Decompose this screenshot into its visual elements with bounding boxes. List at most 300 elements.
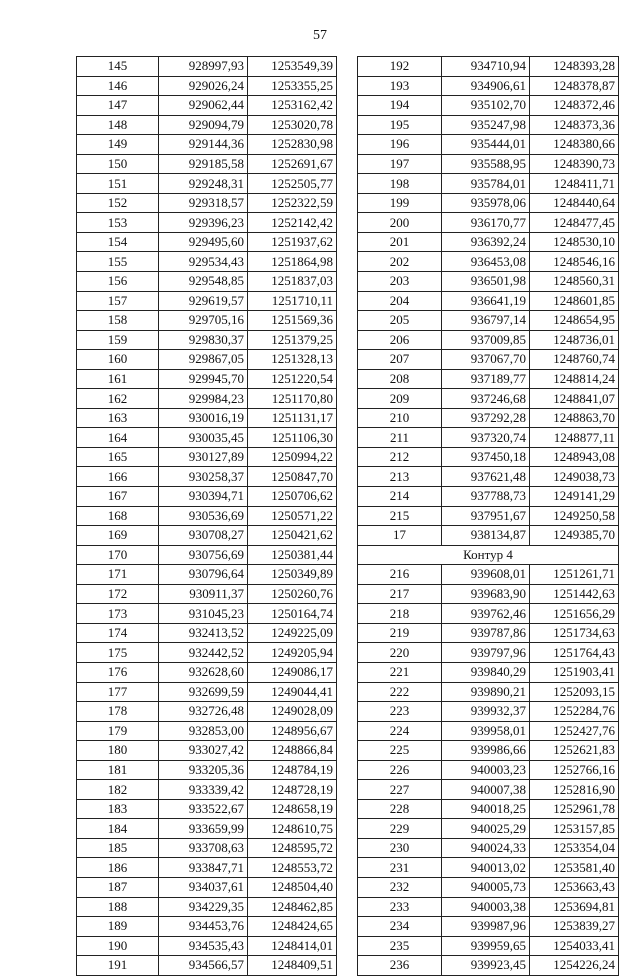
y-coordinate-cell: 1248601,85	[530, 291, 619, 311]
x-coordinate-cell: 935588,95	[442, 154, 530, 174]
x-coordinate-cell: 932628,60	[159, 662, 248, 682]
table-row	[358, 506, 619, 526]
x-coordinate-cell: 934710,94	[442, 57, 530, 77]
point-number-cell: 154	[77, 232, 159, 252]
table-row	[77, 96, 337, 116]
table-row	[77, 604, 337, 624]
x-coordinate-cell: 929495,60	[159, 232, 248, 252]
point-number-cell: 217	[358, 584, 442, 604]
table-row	[77, 369, 337, 389]
table-row	[77, 838, 337, 858]
coordinates-table-left-body	[77, 57, 337, 976]
point-number-cell: 181	[77, 760, 159, 780]
point-number-cell: 171	[77, 565, 159, 585]
x-coordinate-cell: 930796,64	[159, 565, 248, 585]
table-row	[77, 428, 337, 448]
y-coordinate-cell: 1250164,74	[248, 604, 337, 624]
table-row	[77, 272, 337, 292]
point-number-cell: 164	[77, 428, 159, 448]
table-row	[358, 858, 619, 878]
table-row	[77, 819, 337, 839]
table-row	[358, 447, 619, 467]
y-coordinate-cell: 1253694,81	[530, 897, 619, 917]
x-coordinate-cell: 934037,61	[159, 877, 248, 897]
x-coordinate-cell: 929619,57	[159, 291, 248, 311]
contour-label: Контур 4	[358, 545, 619, 565]
table-row	[358, 760, 619, 780]
y-coordinate-cell: 1252322,59	[248, 193, 337, 213]
table-row	[77, 232, 337, 252]
y-coordinate-cell: 1251710,11	[248, 291, 337, 311]
y-coordinate-cell: 1249205,94	[248, 643, 337, 663]
y-coordinate-cell: 1251170,80	[248, 389, 337, 409]
y-coordinate-cell: 1249028,09	[248, 702, 337, 722]
point-number-cell: 155	[77, 252, 159, 272]
point-number-cell: 148	[77, 115, 159, 135]
table-row	[77, 193, 337, 213]
x-coordinate-cell: 936453,08	[442, 252, 530, 272]
point-number-cell: 226	[358, 760, 442, 780]
x-coordinate-cell: 934453,76	[159, 917, 248, 937]
y-coordinate-cell: 1248390,73	[530, 154, 619, 174]
table-row	[358, 662, 619, 682]
x-coordinate-cell: 930016,19	[159, 408, 248, 428]
point-number-cell: 188	[77, 897, 159, 917]
point-number-cell: 168	[77, 506, 159, 526]
y-coordinate-cell: 1250994,22	[248, 447, 337, 467]
y-coordinate-cell: 1248866,84	[248, 741, 337, 761]
y-coordinate-cell: 1248943,08	[530, 447, 619, 467]
table-row	[77, 545, 337, 565]
y-coordinate-cell: 1251903,41	[530, 662, 619, 682]
y-coordinate-cell: 1248956,67	[248, 721, 337, 741]
table-row	[358, 350, 619, 370]
y-coordinate-cell: 1252142,42	[248, 213, 337, 233]
point-number-cell: 161	[77, 369, 159, 389]
y-coordinate-cell: 1254033,41	[530, 936, 619, 956]
table-row	[77, 447, 337, 467]
point-number-cell: 189	[77, 917, 159, 937]
table-row	[77, 877, 337, 897]
y-coordinate-cell: 1253839,27	[530, 917, 619, 937]
table-row	[358, 154, 619, 174]
table-row	[358, 623, 619, 643]
point-number-cell: 233	[358, 897, 442, 917]
point-number-cell: 204	[358, 291, 442, 311]
y-coordinate-cell: 1249044,41	[248, 682, 337, 702]
point-number-cell: 228	[358, 799, 442, 819]
y-coordinate-cell: 1251442,63	[530, 584, 619, 604]
point-number-cell: 157	[77, 291, 159, 311]
x-coordinate-cell: 932442,52	[159, 643, 248, 663]
y-coordinate-cell: 1251220,54	[248, 369, 337, 389]
table-row	[358, 408, 619, 428]
point-number-cell: 166	[77, 467, 159, 487]
table-row	[358, 389, 619, 409]
point-number-cell: 201	[358, 232, 442, 252]
x-coordinate-cell: 930756,69	[159, 545, 248, 565]
y-coordinate-cell: 1252284,76	[530, 702, 619, 722]
y-coordinate-cell: 1249225,09	[248, 623, 337, 643]
point-number-cell: 191	[77, 956, 159, 976]
table-row	[77, 57, 337, 77]
x-coordinate-cell: 929026,24	[159, 76, 248, 96]
y-coordinate-cell: 1248546,16	[530, 252, 619, 272]
y-coordinate-cell: 1253162,42	[248, 96, 337, 116]
table-row	[358, 232, 619, 252]
x-coordinate-cell: 940003,23	[442, 760, 530, 780]
point-number-cell: 163	[77, 408, 159, 428]
x-coordinate-cell: 939958,01	[442, 721, 530, 741]
table-row	[77, 897, 337, 917]
point-number-cell: 219	[358, 623, 442, 643]
point-number-cell: 197	[358, 154, 442, 174]
x-coordinate-cell: 929867,05	[159, 350, 248, 370]
y-coordinate-cell: 1252830,98	[248, 135, 337, 155]
x-coordinate-cell: 937009,85	[442, 330, 530, 350]
x-coordinate-cell: 940024,33	[442, 838, 530, 858]
table-row	[77, 311, 337, 331]
point-number-cell: 209	[358, 389, 442, 409]
point-number-cell: 178	[77, 702, 159, 722]
y-coordinate-cell: 1249250,58	[530, 506, 619, 526]
table-row	[358, 565, 619, 585]
x-coordinate-cell: 931045,23	[159, 604, 248, 624]
table-row	[358, 721, 619, 741]
table-row	[77, 154, 337, 174]
table-row	[358, 428, 619, 448]
x-coordinate-cell: 932413,52	[159, 623, 248, 643]
table-row	[358, 467, 619, 487]
y-coordinate-cell: 1248814,24	[530, 369, 619, 389]
table-row	[77, 213, 337, 233]
y-coordinate-cell: 1248411,71	[530, 174, 619, 194]
table-row	[77, 721, 337, 741]
y-coordinate-cell: 1248530,10	[530, 232, 619, 252]
x-coordinate-cell: 940025,29	[442, 819, 530, 839]
contour-header-row	[358, 545, 619, 565]
table-row	[358, 96, 619, 116]
x-coordinate-cell: 934566,57	[159, 956, 248, 976]
point-number-cell: 202	[358, 252, 442, 272]
table-row	[358, 936, 619, 956]
point-number-cell: 234	[358, 917, 442, 937]
point-number-cell: 160	[77, 350, 159, 370]
x-coordinate-cell: 938134,87	[442, 526, 530, 546]
point-number-cell: 152	[77, 193, 159, 213]
point-number-cell: 222	[358, 682, 442, 702]
point-number-cell: 179	[77, 721, 159, 741]
point-number-cell: 205	[358, 311, 442, 331]
x-coordinate-cell: 929984,23	[159, 389, 248, 409]
x-coordinate-cell: 929830,37	[159, 330, 248, 350]
point-number-cell: 207	[358, 350, 442, 370]
table-row	[358, 584, 619, 604]
point-number-cell: 200	[358, 213, 442, 233]
point-number-cell: 149	[77, 135, 159, 155]
y-coordinate-cell: 1253354,04	[530, 838, 619, 858]
y-coordinate-cell: 1252691,67	[248, 154, 337, 174]
point-number-cell: 192	[358, 57, 442, 77]
y-coordinate-cell: 1253355,25	[248, 76, 337, 96]
table-row	[77, 858, 337, 878]
point-number-cell: 184	[77, 819, 159, 839]
x-coordinate-cell: 937450,18	[442, 447, 530, 467]
table-row	[358, 956, 619, 976]
x-coordinate-cell: 937320,74	[442, 428, 530, 448]
point-number-cell: 218	[358, 604, 442, 624]
point-number-cell: 215	[358, 506, 442, 526]
table-row	[77, 506, 337, 526]
point-number-cell: 158	[77, 311, 159, 331]
y-coordinate-cell: 1248378,87	[530, 76, 619, 96]
point-number-cell: 169	[77, 526, 159, 546]
x-coordinate-cell: 936797,14	[442, 311, 530, 331]
y-coordinate-cell: 1253581,40	[530, 858, 619, 878]
y-coordinate-cell: 1248462,85	[248, 897, 337, 917]
table-row	[77, 291, 337, 311]
x-coordinate-cell: 933205,36	[159, 760, 248, 780]
y-coordinate-cell: 1251379,25	[248, 330, 337, 350]
x-coordinate-cell: 937621,48	[442, 467, 530, 487]
y-coordinate-cell: 1252093,15	[530, 682, 619, 702]
point-number-cell: 159	[77, 330, 159, 350]
y-coordinate-cell: 1250847,70	[248, 467, 337, 487]
point-number-cell: 145	[77, 57, 159, 77]
table-row	[358, 135, 619, 155]
y-coordinate-cell: 1250421,62	[248, 526, 337, 546]
point-number-cell: 173	[77, 604, 159, 624]
table-row	[358, 819, 619, 839]
y-coordinate-cell: 1249086,17	[248, 662, 337, 682]
x-coordinate-cell: 929185,58	[159, 154, 248, 174]
y-coordinate-cell: 1248784,19	[248, 760, 337, 780]
y-coordinate-cell: 1251328,13	[248, 350, 337, 370]
y-coordinate-cell: 1252766,16	[530, 760, 619, 780]
table-row	[77, 252, 337, 272]
table-row	[358, 193, 619, 213]
coordinates-table-right	[357, 56, 619, 976]
x-coordinate-cell: 937189,77	[442, 369, 530, 389]
point-number-cell: 167	[77, 487, 159, 507]
table-row	[77, 799, 337, 819]
y-coordinate-cell: 1249038,73	[530, 467, 619, 487]
point-number-cell: 212	[358, 447, 442, 467]
y-coordinate-cell: 1248595,72	[248, 838, 337, 858]
x-coordinate-cell: 930911,37	[159, 584, 248, 604]
y-coordinate-cell: 1248863,70	[530, 408, 619, 428]
y-coordinate-cell: 1250706,62	[248, 487, 337, 507]
x-coordinate-cell: 932726,48	[159, 702, 248, 722]
point-number-cell: 174	[77, 623, 159, 643]
point-number-cell: 183	[77, 799, 159, 819]
table-row	[77, 584, 337, 604]
x-coordinate-cell: 936392,24	[442, 232, 530, 252]
page-number: 57	[313, 28, 327, 43]
table-row	[358, 917, 619, 937]
table-row	[358, 57, 619, 77]
x-coordinate-cell: 935784,01	[442, 174, 530, 194]
y-coordinate-cell: 1253663,43	[530, 877, 619, 897]
point-number-cell: 223	[358, 702, 442, 722]
point-number-cell: 214	[358, 487, 442, 507]
y-coordinate-cell: 1251106,30	[248, 428, 337, 448]
x-coordinate-cell: 939959,65	[442, 936, 530, 956]
x-coordinate-cell: 933708,63	[159, 838, 248, 858]
y-coordinate-cell: 1248610,75	[248, 819, 337, 839]
table-row	[358, 526, 619, 546]
table-row	[358, 311, 619, 331]
y-coordinate-cell: 1248372,46	[530, 96, 619, 116]
point-number-cell: 182	[77, 780, 159, 800]
y-coordinate-cell: 1248414,01	[248, 936, 337, 956]
x-coordinate-cell: 929705,16	[159, 311, 248, 331]
x-coordinate-cell: 934906,61	[442, 76, 530, 96]
y-coordinate-cell: 1251837,03	[248, 272, 337, 292]
x-coordinate-cell: 936170,77	[442, 213, 530, 233]
y-coordinate-cell: 1252427,76	[530, 721, 619, 741]
x-coordinate-cell: 929248,31	[159, 174, 248, 194]
x-coordinate-cell: 937246,68	[442, 389, 530, 409]
y-coordinate-cell: 1252621,83	[530, 741, 619, 761]
x-coordinate-cell: 933522,67	[159, 799, 248, 819]
x-coordinate-cell: 929144,36	[159, 135, 248, 155]
table-row	[77, 917, 337, 937]
y-coordinate-cell: 1251864,98	[248, 252, 337, 272]
point-number-cell: 206	[358, 330, 442, 350]
table-row	[77, 350, 337, 370]
point-number-cell: 172	[77, 584, 159, 604]
x-coordinate-cell: 932853,00	[159, 721, 248, 741]
coordinates-table-left	[76, 56, 337, 976]
point-number-cell: 229	[358, 819, 442, 839]
x-coordinate-cell: 929534,43	[159, 252, 248, 272]
point-number-cell: 194	[358, 96, 442, 116]
x-coordinate-cell: 933339,42	[159, 780, 248, 800]
y-coordinate-cell: 1253020,78	[248, 115, 337, 135]
y-coordinate-cell: 1252816,90	[530, 780, 619, 800]
x-coordinate-cell: 937292,28	[442, 408, 530, 428]
x-coordinate-cell: 934229,35	[159, 897, 248, 917]
table-row	[358, 702, 619, 722]
table-row	[77, 526, 337, 546]
y-coordinate-cell: 1251569,36	[248, 311, 337, 331]
point-number-cell: 211	[358, 428, 442, 448]
table-row	[358, 877, 619, 897]
x-coordinate-cell: 936641,19	[442, 291, 530, 311]
table-row	[358, 643, 619, 663]
point-number-cell: 150	[77, 154, 159, 174]
point-number-cell: 162	[77, 389, 159, 409]
y-coordinate-cell: 1248504,40	[248, 877, 337, 897]
x-coordinate-cell: 935247,98	[442, 115, 530, 135]
table-row	[77, 643, 337, 663]
point-number-cell: 146	[77, 76, 159, 96]
y-coordinate-cell: 1250381,44	[248, 545, 337, 565]
point-number-cell: 227	[358, 780, 442, 800]
y-coordinate-cell: 1248841,07	[530, 389, 619, 409]
x-coordinate-cell: 930035,45	[159, 428, 248, 448]
table-row	[77, 662, 337, 682]
table-row	[358, 741, 619, 761]
x-coordinate-cell: 930127,89	[159, 447, 248, 467]
table-row	[358, 369, 619, 389]
y-coordinate-cell: 1254226,24	[530, 956, 619, 976]
y-coordinate-cell: 1252505,77	[248, 174, 337, 194]
x-coordinate-cell: 940018,25	[442, 799, 530, 819]
x-coordinate-cell: 935978,06	[442, 193, 530, 213]
point-number-cell: 190	[77, 936, 159, 956]
point-number-cell: 156	[77, 272, 159, 292]
y-coordinate-cell: 1250260,76	[248, 584, 337, 604]
y-coordinate-cell: 1251656,29	[530, 604, 619, 624]
point-number-cell: 195	[358, 115, 442, 135]
table-row	[77, 682, 337, 702]
x-coordinate-cell: 939762,46	[442, 604, 530, 624]
table-row	[77, 330, 337, 350]
y-coordinate-cell: 1249385,70	[530, 526, 619, 546]
x-coordinate-cell: 930708,27	[159, 526, 248, 546]
point-number-cell: 210	[358, 408, 442, 428]
point-number-cell: 153	[77, 213, 159, 233]
point-number-cell: 203	[358, 272, 442, 292]
x-coordinate-cell: 930536,69	[159, 506, 248, 526]
x-coordinate-cell: 940005,73	[442, 877, 530, 897]
point-number-cell: 198	[358, 174, 442, 194]
y-coordinate-cell: 1251131,17	[248, 408, 337, 428]
table-row	[358, 115, 619, 135]
table-row	[358, 330, 619, 350]
table-row	[77, 702, 337, 722]
x-coordinate-cell: 939683,90	[442, 584, 530, 604]
point-number-cell: 232	[358, 877, 442, 897]
point-number-cell: 180	[77, 741, 159, 761]
x-coordinate-cell: 939923,45	[442, 956, 530, 976]
table-row	[77, 115, 337, 135]
point-number-cell: 235	[358, 936, 442, 956]
y-coordinate-cell: 1253549,39	[248, 57, 337, 77]
table-row	[358, 76, 619, 96]
y-coordinate-cell: 1251734,63	[530, 623, 619, 643]
y-coordinate-cell: 1248380,66	[530, 135, 619, 155]
y-coordinate-cell: 1248424,65	[248, 917, 337, 937]
point-number-cell: 216	[358, 565, 442, 585]
point-number-cell: 170	[77, 545, 159, 565]
table-row	[77, 487, 337, 507]
table-row	[358, 291, 619, 311]
table-row	[358, 252, 619, 272]
y-coordinate-cell: 1248393,28	[530, 57, 619, 77]
y-coordinate-cell: 1250571,22	[248, 506, 337, 526]
y-coordinate-cell: 1251764,43	[530, 643, 619, 663]
x-coordinate-cell: 940013,02	[442, 858, 530, 878]
point-number-cell: 176	[77, 662, 159, 682]
point-number-cell: 224	[358, 721, 442, 741]
point-number-cell: 17	[358, 526, 442, 546]
x-coordinate-cell: 930258,37	[159, 467, 248, 487]
table-row	[358, 682, 619, 702]
y-coordinate-cell: 1248560,31	[530, 272, 619, 292]
point-number-cell: 147	[77, 96, 159, 116]
table-row	[358, 838, 619, 858]
y-coordinate-cell: 1250349,89	[248, 565, 337, 585]
x-coordinate-cell: 939986,66	[442, 741, 530, 761]
x-coordinate-cell: 929062,44	[159, 96, 248, 116]
point-number-cell: 208	[358, 369, 442, 389]
x-coordinate-cell: 935102,70	[442, 96, 530, 116]
point-number-cell: 187	[77, 877, 159, 897]
point-number-cell: 231	[358, 858, 442, 878]
